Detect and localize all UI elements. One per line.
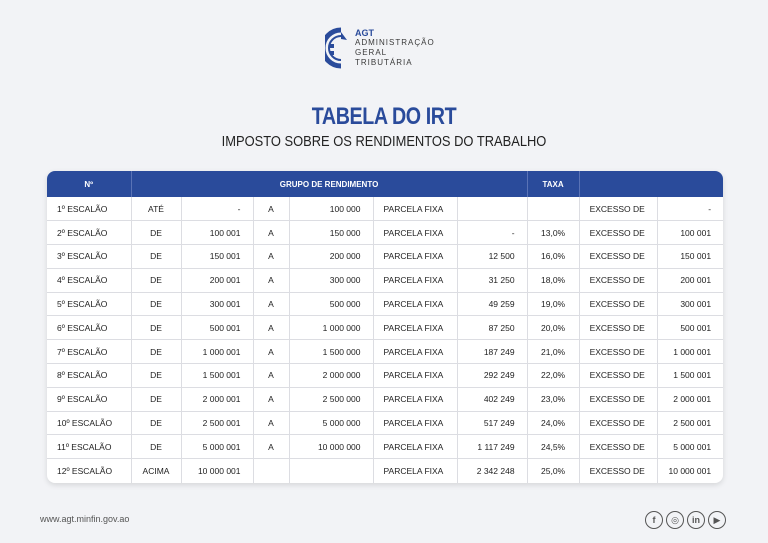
cell-parcela-fixa: 12 500 xyxy=(457,245,527,269)
cell-parcela-fixa: 292 249 xyxy=(457,364,527,388)
cell-a: A xyxy=(253,316,289,340)
cell-prefix: DE xyxy=(131,245,181,269)
escalao-number: 11 xyxy=(57,441,66,452)
cell-to: 10 000 000 xyxy=(289,435,373,459)
cell-from: 10 000 001 xyxy=(181,459,253,483)
escalao-suffix: º ESCALÃO xyxy=(61,299,108,310)
cell-excesso-label: EXCESSO DE xyxy=(579,245,657,269)
agt-logo xyxy=(325,24,455,76)
escalao-number: 10 xyxy=(57,418,67,429)
cell-excesso-label: EXCESSO DE xyxy=(579,221,657,245)
social-links xyxy=(645,511,726,529)
cell-excesso-value: 2 000 001 xyxy=(657,387,723,411)
logo-line-2: GERAL xyxy=(355,48,388,57)
cell-parcela-label: PARCELA FIXA xyxy=(373,364,457,388)
cell-excesso-value: 2 500 001 xyxy=(657,411,723,435)
cell-to: 300 000 xyxy=(289,268,373,292)
cell-taxa xyxy=(527,197,579,221)
page-title: TABELA DO IRT xyxy=(311,103,457,130)
table-row xyxy=(47,364,723,388)
cell-parcela-fixa: 517 249 xyxy=(457,411,527,435)
cell-from: 300 001 xyxy=(181,292,253,316)
cell-parcela-label: PARCELA FIXA xyxy=(373,435,457,459)
cell-parcela-fixa: 402 249 xyxy=(457,387,527,411)
cell-parcela-fixa: 2 342 248 xyxy=(457,459,527,483)
cell-to: 5 000 000 xyxy=(289,411,373,435)
cell-excesso-value: 100 001 xyxy=(657,221,723,245)
cell-escalao xyxy=(47,316,131,340)
cell-parcela-label: PARCELA FIXA xyxy=(373,459,457,483)
cell-escalao xyxy=(47,435,131,459)
escalao-number: 12 xyxy=(57,465,67,476)
cell-escalao xyxy=(47,340,131,364)
cell-prefix: DE xyxy=(131,435,181,459)
cell-to: 100 000 xyxy=(289,197,373,221)
cell-excesso-value: 1 000 001 xyxy=(657,340,723,364)
cell-parcela-fixa: 1 117 249 xyxy=(457,435,527,459)
cell-from: 100 001 xyxy=(181,221,253,245)
cell-taxa: 19,0% xyxy=(527,292,579,316)
cell-parcela-fixa: 31 250 xyxy=(457,268,527,292)
header-n: Nº xyxy=(47,171,131,197)
cell-escalao xyxy=(47,387,131,411)
cell-taxa: 18,0% xyxy=(527,268,579,292)
table-row xyxy=(47,387,723,411)
cell-from: 150 001 xyxy=(181,245,253,269)
cell-from: 2 000 001 xyxy=(181,387,253,411)
table-row xyxy=(47,459,723,483)
table-row xyxy=(47,340,723,364)
cell-to: 500 000 xyxy=(289,292,373,316)
table-row xyxy=(47,316,723,340)
escalao-suffix: º ESCALÃO xyxy=(66,465,113,476)
escalao-suffix: º ESCALÃO xyxy=(61,203,108,214)
cell-from: 1 500 001 xyxy=(181,364,253,388)
cell-a: A xyxy=(253,411,289,435)
cell-excesso-value: 5 000 001 xyxy=(657,435,723,459)
escalao-suffix: º ESCALÃO xyxy=(61,251,108,262)
cell-a: A xyxy=(253,387,289,411)
cell-escalao xyxy=(47,292,131,316)
escalao-suffix: º ESCALÃO xyxy=(61,275,108,286)
cell-excesso-value: - xyxy=(657,197,723,221)
cell-prefix: DE xyxy=(131,268,181,292)
facebook-icon[interactable]: f xyxy=(645,511,663,529)
cell-prefix: DE xyxy=(131,316,181,340)
logo-line-3: TRIBUTÁRIA xyxy=(355,58,413,67)
cell-escalao xyxy=(47,411,131,435)
escalao-number: 6 xyxy=(57,322,62,333)
cell-parcela-fixa: - xyxy=(457,221,527,245)
cell-taxa: 13,0% xyxy=(527,221,579,245)
logo-abbr: AGT xyxy=(355,28,374,38)
header-taxa: TAXA xyxy=(527,171,579,197)
cell-taxa: 24,5% xyxy=(527,435,579,459)
escalao-number: 4 xyxy=(57,275,62,286)
header-grupo: GRUPO DE RENDIMENTO xyxy=(131,171,527,197)
cell-prefix: DE xyxy=(131,292,181,316)
cell-parcela-fixa xyxy=(457,197,527,221)
cell-a: A xyxy=(253,364,289,388)
escalao-suffix: º ESCALÃO xyxy=(61,370,108,381)
escalao-suffix: º ESCALÃO xyxy=(66,418,113,429)
instagram-icon[interactable]: ◎ xyxy=(666,511,684,529)
table-row xyxy=(47,268,723,292)
cell-escalao xyxy=(47,197,131,221)
cell-parcela-label: PARCELA FIXA xyxy=(373,292,457,316)
cell-parcela-fixa: 87 250 xyxy=(457,316,527,340)
table-row xyxy=(47,245,723,269)
cell-excesso-value: 1 500 001 xyxy=(657,364,723,388)
escalao-number: 3 xyxy=(57,251,62,262)
cell-a: A xyxy=(253,292,289,316)
youtube-icon[interactable]: ▶ xyxy=(708,511,726,529)
cell-from: 5 000 001 xyxy=(181,435,253,459)
cell-excesso-label: EXCESSO DE xyxy=(579,387,657,411)
cell-from: 2 500 001 xyxy=(181,411,253,435)
cell-taxa: 16,0% xyxy=(527,245,579,269)
cell-excesso-value: 300 001 xyxy=(657,292,723,316)
table-row xyxy=(47,435,723,459)
table-row xyxy=(47,221,723,245)
cell-excesso-label: EXCESSO DE xyxy=(579,292,657,316)
cell-parcela-label: PARCELA FIXA xyxy=(373,411,457,435)
agt-emblem-icon xyxy=(325,26,351,70)
cell-escalao xyxy=(47,245,131,269)
cell-escalao xyxy=(47,221,131,245)
cell-excesso-label: EXCESSO DE xyxy=(579,316,657,340)
cell-excesso-value: 500 001 xyxy=(657,316,723,340)
table-header-row xyxy=(47,171,723,197)
cell-parcela-label: PARCELA FIXA xyxy=(373,387,457,411)
logo-text xyxy=(355,28,435,68)
irt-table-card xyxy=(47,171,723,483)
cell-excesso-label: EXCESSO DE xyxy=(579,364,657,388)
cell-a: A xyxy=(253,221,289,245)
cell-from: 200 001 xyxy=(181,268,253,292)
cell-escalao xyxy=(47,459,131,483)
cell-to xyxy=(289,459,373,483)
escalao-number: 5 xyxy=(57,299,62,310)
cell-parcela-label: PARCELA FIXA xyxy=(373,221,457,245)
cell-a xyxy=(253,459,289,483)
escalao-number: 9 xyxy=(57,394,62,405)
cell-a: A xyxy=(253,340,289,364)
escalao-number: 8 xyxy=(57,370,62,381)
escalao-number: 1 xyxy=(57,203,62,214)
cell-prefix: DE xyxy=(131,221,181,245)
cell-escalao xyxy=(47,268,131,292)
cell-prefix: DE xyxy=(131,411,181,435)
escalao-suffix: º ESCALÃO xyxy=(61,394,108,405)
cell-taxa: 22,0% xyxy=(527,364,579,388)
cell-parcela-fixa: 49 259 xyxy=(457,292,527,316)
header-excesso xyxy=(579,171,723,197)
cell-prefix: DE xyxy=(131,340,181,364)
cell-excesso-label: EXCESSO DE xyxy=(579,459,657,483)
logo-line-1: ADMINISTRAÇÃO xyxy=(355,38,435,47)
cell-taxa: 23,0% xyxy=(527,387,579,411)
cell-excesso-label: EXCESSO DE xyxy=(579,411,657,435)
cell-a: A xyxy=(253,245,289,269)
cell-excesso-value: 200 001 xyxy=(657,268,723,292)
table-body xyxy=(47,197,723,483)
cell-from: 1 000 001 xyxy=(181,340,253,364)
cell-a: A xyxy=(253,435,289,459)
cell-prefix: DE xyxy=(131,387,181,411)
escalao-suffix: º ESCALÃO xyxy=(61,322,108,333)
escalao-suffix: º ESCALÃO xyxy=(61,227,108,238)
cell-excesso-label: EXCESSO DE xyxy=(579,268,657,292)
cell-to: 200 000 xyxy=(289,245,373,269)
cell-a: A xyxy=(253,197,289,221)
cell-to: 150 000 xyxy=(289,221,373,245)
escalao-number: 7 xyxy=(57,346,62,357)
cell-parcela-label: PARCELA FIXA xyxy=(373,197,457,221)
cell-from: - xyxy=(181,197,253,221)
cell-to: 1 000 000 xyxy=(289,316,373,340)
cell-to: 2 500 000 xyxy=(289,387,373,411)
footer-url[interactable]: www.agt.minfin.gov.ao xyxy=(40,514,130,524)
irt-table xyxy=(47,171,723,483)
cell-parcela-label: PARCELA FIXA xyxy=(373,245,457,269)
cell-prefix: ATÉ xyxy=(131,197,181,221)
escalao-suffix: º ESCALÃO xyxy=(61,346,108,357)
linkedin-icon[interactable]: in xyxy=(687,511,705,529)
cell-prefix: DE xyxy=(131,364,181,388)
cell-taxa: 21,0% xyxy=(527,340,579,364)
cell-taxa: 25,0% xyxy=(527,459,579,483)
cell-excesso-value: 10 000 001 xyxy=(657,459,723,483)
cell-escalao xyxy=(47,364,131,388)
cell-excesso-value: 150 001 xyxy=(657,245,723,269)
escalao-number: 2 xyxy=(57,227,62,238)
cell-a: A xyxy=(253,268,289,292)
table-row xyxy=(47,292,723,316)
cell-parcela-label: PARCELA FIXA xyxy=(373,340,457,364)
cell-to: 2 000 000 xyxy=(289,364,373,388)
cell-excesso-label: EXCESSO DE xyxy=(579,340,657,364)
cell-parcela-label: PARCELA FIXA xyxy=(373,316,457,340)
page-subtitle: IMPOSTO SOBRE OS RENDIMENTOS DO TRABALHO xyxy=(221,133,547,150)
cell-parcela-fixa: 187 249 xyxy=(457,340,527,364)
cell-excesso-label: EXCESSO DE xyxy=(579,197,657,221)
cell-prefix: ACIMA xyxy=(131,459,181,483)
table-row xyxy=(47,411,723,435)
cell-from: 500 001 xyxy=(181,316,253,340)
cell-excesso-label: EXCESSO DE xyxy=(579,435,657,459)
cell-parcela-label: PARCELA FIXA xyxy=(373,268,457,292)
cell-to: 1 500 000 xyxy=(289,340,373,364)
cell-taxa: 20,0% xyxy=(527,316,579,340)
escalao-suffix: º ESCALÃO xyxy=(65,441,112,452)
table-row xyxy=(47,197,723,221)
cell-taxa: 24,0% xyxy=(527,411,579,435)
